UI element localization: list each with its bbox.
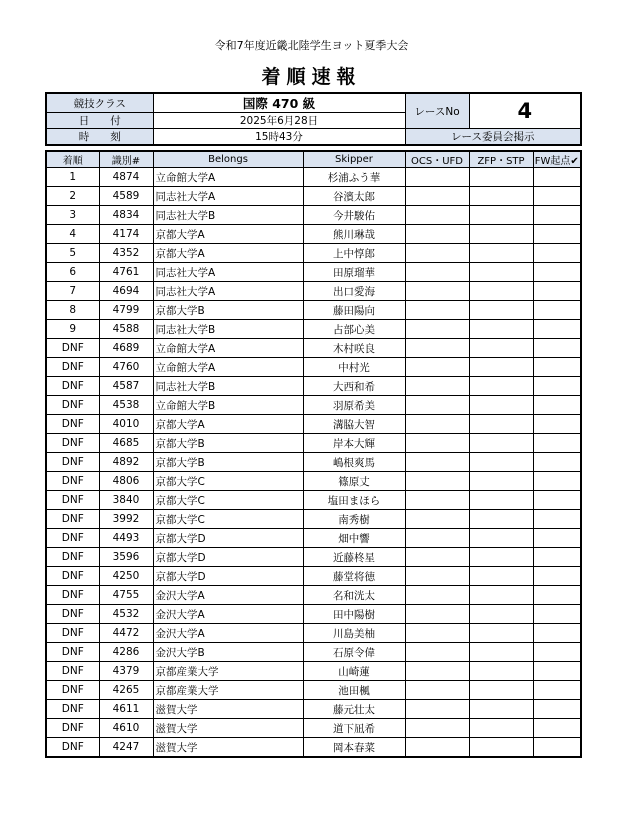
ocs-ufd-cell	[405, 586, 469, 605]
zfp-stp-cell	[469, 206, 533, 225]
belongs-cell: 京都大学C	[153, 491, 303, 510]
fw-cell	[533, 415, 581, 434]
sail-id-cell: 4493	[99, 529, 153, 548]
zfp-stp-cell	[469, 529, 533, 548]
belongs-cell: 同志社大学B	[153, 377, 303, 396]
skipper-cell: 石原令偉	[303, 643, 405, 662]
sail-id-cell: 4379	[99, 662, 153, 681]
rank-cell: DNF	[46, 358, 99, 377]
sail-id-cell: 4761	[99, 263, 153, 282]
ocs-ufd-cell	[405, 700, 469, 719]
skipper-cell: 中村光	[303, 358, 405, 377]
ocs-ufd-cell	[405, 301, 469, 320]
sail-id-cell: 4892	[99, 453, 153, 472]
skipper-cell: 羽原希美	[303, 396, 405, 415]
ocs-ufd-cell	[405, 168, 469, 187]
table-row	[46, 244, 581, 263]
zfp-stp-cell	[469, 377, 533, 396]
skipper-cell: 溝脇大智	[303, 415, 405, 434]
sail-id-cell: 4694	[99, 282, 153, 301]
col-id-header: 識別#	[99, 151, 153, 168]
table-row	[46, 662, 581, 681]
rank-cell: DNF	[46, 396, 99, 415]
results-table	[45, 150, 582, 758]
table-row	[46, 168, 581, 187]
zfp-stp-cell	[469, 472, 533, 491]
ocs-ufd-cell	[405, 206, 469, 225]
skipper-cell: 出口愛海	[303, 282, 405, 301]
zfp-stp-cell	[469, 491, 533, 510]
sail-id-cell: 4587	[99, 377, 153, 396]
fw-cell	[533, 320, 581, 339]
fw-cell	[533, 472, 581, 491]
zfp-stp-cell	[469, 358, 533, 377]
ocs-ufd-cell	[405, 396, 469, 415]
ocs-ufd-cell	[405, 244, 469, 263]
fw-cell	[533, 510, 581, 529]
skipper-cell: 藤田陽向	[303, 301, 405, 320]
belongs-cell: 京都産業大学	[153, 662, 303, 681]
rank-cell: DNF	[46, 662, 99, 681]
rank-cell: DNF	[46, 605, 99, 624]
fw-cell	[533, 529, 581, 548]
zfp-stp-cell	[469, 415, 533, 434]
skipper-cell: 杉浦ふう華	[303, 168, 405, 187]
belongs-cell: 滋賀大学	[153, 719, 303, 738]
fw-cell	[533, 225, 581, 244]
rank-cell: DNF	[46, 719, 99, 738]
belongs-cell: 金沢大学A	[153, 605, 303, 624]
zfp-stp-cell	[469, 301, 533, 320]
ocs-ufd-cell	[405, 605, 469, 624]
rank-cell: DNF	[46, 643, 99, 662]
rank-cell: 2	[46, 187, 99, 206]
ocs-ufd-cell	[405, 187, 469, 206]
rank-cell: 3	[46, 206, 99, 225]
skipper-cell: 篠原丈	[303, 472, 405, 491]
sail-id-cell: 4286	[99, 643, 153, 662]
rank-cell: DNF	[46, 548, 99, 567]
ocs-ufd-cell	[405, 225, 469, 244]
sail-id-cell: 4611	[99, 700, 153, 719]
table-row	[46, 548, 581, 567]
skipper-cell: 大西和希	[303, 377, 405, 396]
belongs-cell: 京都大学C	[153, 472, 303, 491]
zfp-stp-cell	[469, 700, 533, 719]
date-label: 日 付	[46, 113, 153, 129]
sail-id-cell: 4610	[99, 719, 153, 738]
zfp-stp-cell	[469, 567, 533, 586]
fw-cell	[533, 662, 581, 681]
zfp-stp-cell	[469, 548, 533, 567]
table-row	[46, 206, 581, 225]
table-row	[46, 529, 581, 548]
table-row	[46, 586, 581, 605]
zfp-stp-cell	[469, 187, 533, 206]
zfp-stp-cell	[469, 681, 533, 700]
table-row	[46, 681, 581, 700]
skipper-cell: 谷濱太郎	[303, 187, 405, 206]
fw-cell	[533, 206, 581, 225]
fw-cell	[533, 187, 581, 206]
ocs-ufd-cell	[405, 358, 469, 377]
race-info-table	[45, 92, 582, 146]
date-value: 2025年6月28日	[153, 113, 405, 129]
rank-cell: DNF	[46, 624, 99, 643]
table-row	[46, 434, 581, 453]
ocs-ufd-cell	[405, 510, 469, 529]
sail-id-cell: 4352	[99, 244, 153, 263]
fw-cell	[533, 586, 581, 605]
fw-cell	[533, 377, 581, 396]
rank-cell: DNF	[46, 738, 99, 758]
ocs-ufd-cell	[405, 377, 469, 396]
belongs-cell: 京都大学D	[153, 548, 303, 567]
fw-cell	[533, 643, 581, 662]
table-row	[46, 700, 581, 719]
time-label: 時 刻	[46, 129, 153, 146]
sail-id-cell: 4588	[99, 320, 153, 339]
ocs-ufd-cell	[405, 320, 469, 339]
rank-cell: 9	[46, 320, 99, 339]
fw-cell	[533, 624, 581, 643]
fw-cell	[533, 263, 581, 282]
skipper-cell: 岸本大輝	[303, 434, 405, 453]
fw-cell	[533, 605, 581, 624]
belongs-cell: 京都大学B	[153, 453, 303, 472]
sail-id-cell: 4472	[99, 624, 153, 643]
class-value: 国際 470 級	[153, 93, 405, 113]
ocs-ufd-cell	[405, 567, 469, 586]
sail-id-cell: 4532	[99, 605, 153, 624]
ocs-ufd-cell	[405, 681, 469, 700]
rank-cell: DNF	[46, 510, 99, 529]
table-row	[46, 301, 581, 320]
zfp-stp-cell	[469, 263, 533, 282]
belongs-cell: 同志社大学B	[153, 320, 303, 339]
belongs-cell: 京都大学A	[153, 244, 303, 263]
ocs-ufd-cell	[405, 662, 469, 681]
zfp-stp-cell	[469, 643, 533, 662]
rank-cell: DNF	[46, 491, 99, 510]
belongs-cell: 京都大学A	[153, 415, 303, 434]
rank-cell: DNF	[46, 586, 99, 605]
rank-cell: 8	[46, 301, 99, 320]
col-belongs-header: Belongs	[153, 151, 303, 168]
skipper-cell: 岡本春菜	[303, 738, 405, 758]
table-row	[46, 320, 581, 339]
table-row	[46, 396, 581, 415]
rank-cell: DNF	[46, 700, 99, 719]
skipper-cell: 近藤柊星	[303, 548, 405, 567]
skipper-cell: 藤元壮太	[303, 700, 405, 719]
skipper-cell: 嶋根爽馬	[303, 453, 405, 472]
col-ocs-ufd-header: OCS・UFD	[405, 151, 469, 168]
fw-cell	[533, 396, 581, 415]
table-row	[46, 339, 581, 358]
ocs-ufd-cell	[405, 339, 469, 358]
sail-id-cell: 4010	[99, 415, 153, 434]
belongs-cell: 京都大学D	[153, 567, 303, 586]
sail-id-cell: 4760	[99, 358, 153, 377]
zfp-stp-cell	[469, 586, 533, 605]
sail-id-cell: 4874	[99, 168, 153, 187]
class-label: 競技クラス	[46, 93, 153, 113]
sail-id-cell: 3992	[99, 510, 153, 529]
table-row	[46, 377, 581, 396]
page-title: 着順速報	[261, 66, 362, 88]
fw-cell	[533, 719, 581, 738]
sail-id-cell: 4589	[99, 187, 153, 206]
rank-cell: DNF	[46, 567, 99, 586]
results-header-row	[46, 151, 581, 168]
col-fw-header: FW起点✔	[533, 151, 581, 168]
zfp-stp-cell	[469, 605, 533, 624]
rank-cell: 1	[46, 168, 99, 187]
skipper-cell: 南秀樹	[303, 510, 405, 529]
rank-cell: DNF	[46, 339, 99, 358]
ocs-ufd-cell	[405, 719, 469, 738]
ocs-ufd-cell	[405, 434, 469, 453]
table-row	[46, 605, 581, 624]
skipper-cell: 山崎蓮	[303, 662, 405, 681]
ocs-ufd-cell	[405, 415, 469, 434]
ocs-ufd-cell	[405, 624, 469, 643]
zfp-stp-cell	[469, 225, 533, 244]
ocs-ufd-cell	[405, 529, 469, 548]
belongs-cell: 立命館大学A	[153, 339, 303, 358]
fw-cell	[533, 548, 581, 567]
table-row	[46, 472, 581, 491]
ocs-ufd-cell	[405, 643, 469, 662]
rank-cell: 5	[46, 244, 99, 263]
fw-cell	[533, 282, 581, 301]
fw-cell	[533, 567, 581, 586]
skipper-cell: 熊川琳哉	[303, 225, 405, 244]
sail-id-cell: 4265	[99, 681, 153, 700]
table-row	[46, 719, 581, 738]
zfp-stp-cell	[469, 282, 533, 301]
sail-id-cell: 4174	[99, 225, 153, 244]
skipper-cell: 名和洸太	[303, 586, 405, 605]
sail-id-cell: 4689	[99, 339, 153, 358]
zfp-stp-cell	[469, 244, 533, 263]
belongs-cell: 滋賀大学	[153, 700, 303, 719]
belongs-cell: 同志社大学A	[153, 187, 303, 206]
belongs-cell: 京都大学B	[153, 434, 303, 453]
belongs-cell: 金沢大学A	[153, 624, 303, 643]
belongs-cell: 同志社大学A	[153, 263, 303, 282]
sail-id-cell: 3840	[99, 491, 153, 510]
zfp-stp-cell	[469, 339, 533, 358]
notice-label: レース委員会掲示	[405, 129, 581, 146]
race-no-value: 4	[469, 93, 581, 129]
skipper-cell: 塩田まほら	[303, 491, 405, 510]
belongs-cell: 同志社大学B	[153, 206, 303, 225]
col-zfp-stp-header: ZFP・STP	[469, 151, 533, 168]
rank-cell: DNF	[46, 434, 99, 453]
sail-id-cell: 4834	[99, 206, 153, 225]
sail-id-cell: 4250	[99, 567, 153, 586]
skipper-cell: 川島美柚	[303, 624, 405, 643]
table-row	[46, 738, 581, 758]
fw-cell	[533, 358, 581, 377]
belongs-cell: 京都大学C	[153, 510, 303, 529]
table-row	[46, 624, 581, 643]
rank-cell: 7	[46, 282, 99, 301]
fw-cell	[533, 700, 581, 719]
belongs-cell: 立命館大学B	[153, 396, 303, 415]
fw-cell	[533, 301, 581, 320]
table-row	[46, 491, 581, 510]
zfp-stp-cell	[469, 396, 533, 415]
table-row	[46, 358, 581, 377]
sail-id-cell: 4755	[99, 586, 153, 605]
rank-cell: DNF	[46, 377, 99, 396]
rank-cell: DNF	[46, 453, 99, 472]
fw-cell	[533, 434, 581, 453]
belongs-cell: 金沢大学B	[153, 643, 303, 662]
zfp-stp-cell	[469, 738, 533, 758]
sail-id-cell: 4806	[99, 472, 153, 491]
rank-cell: DNF	[46, 681, 99, 700]
belongs-cell: 同志社大学A	[153, 282, 303, 301]
belongs-cell: 立命館大学A	[153, 358, 303, 377]
table-row	[46, 643, 581, 662]
ocs-ufd-cell	[405, 453, 469, 472]
zfp-stp-cell	[469, 168, 533, 187]
skipper-cell: 占部心美	[303, 320, 405, 339]
skipper-cell: 田原瑠華	[303, 263, 405, 282]
table-row	[46, 510, 581, 529]
sail-id-cell: 4247	[99, 738, 153, 758]
fw-cell	[533, 244, 581, 263]
ocs-ufd-cell	[405, 738, 469, 758]
fw-cell	[533, 681, 581, 700]
skipper-cell: 池田楓	[303, 681, 405, 700]
table-row	[46, 225, 581, 244]
fw-cell	[533, 738, 581, 758]
table-row	[46, 282, 581, 301]
table-row	[46, 567, 581, 586]
time-value: 15時43分	[153, 129, 405, 146]
zfp-stp-cell	[469, 662, 533, 681]
skipper-cell: 上中惇郎	[303, 244, 405, 263]
belongs-cell: 金沢大学A	[153, 586, 303, 605]
belongs-cell: 京都大学B	[153, 301, 303, 320]
sail-id-cell: 4685	[99, 434, 153, 453]
zfp-stp-cell	[469, 453, 533, 472]
zfp-stp-cell	[469, 719, 533, 738]
sail-id-cell: 4799	[99, 301, 153, 320]
skipper-cell: 田中陽樹	[303, 605, 405, 624]
col-skipper-header: Skipper	[303, 151, 405, 168]
ocs-ufd-cell	[405, 282, 469, 301]
belongs-cell: 京都大学A	[153, 225, 303, 244]
fw-cell	[533, 491, 581, 510]
ocs-ufd-cell	[405, 491, 469, 510]
event-title: 令和7年度近畿北陸学生ヨット夏季大会	[214, 39, 409, 52]
rank-cell: 6	[46, 263, 99, 282]
race-no-label: レースNo	[405, 93, 469, 129]
fw-cell	[533, 453, 581, 472]
table-row	[46, 187, 581, 206]
table-row	[46, 453, 581, 472]
skipper-cell: 藤堂将徳	[303, 567, 405, 586]
skipper-cell: 畑中響	[303, 529, 405, 548]
zfp-stp-cell	[469, 434, 533, 453]
col-rank-header: 着順	[46, 151, 99, 168]
ocs-ufd-cell	[405, 263, 469, 282]
rank-cell: DNF	[46, 472, 99, 491]
sail-id-cell: 3596	[99, 548, 153, 567]
zfp-stp-cell	[469, 510, 533, 529]
zfp-stp-cell	[469, 320, 533, 339]
fw-cell	[533, 168, 581, 187]
fw-cell	[533, 339, 581, 358]
skipper-cell: 道下凪希	[303, 719, 405, 738]
skipper-cell: 今井駿佑	[303, 206, 405, 225]
zfp-stp-cell	[469, 624, 533, 643]
ocs-ufd-cell	[405, 548, 469, 567]
belongs-cell: 京都産業大学	[153, 681, 303, 700]
belongs-cell: 京都大学D	[153, 529, 303, 548]
table-row	[46, 263, 581, 282]
belongs-cell: 立命館大学A	[153, 168, 303, 187]
sail-id-cell: 4538	[99, 396, 153, 415]
rank-cell: DNF	[46, 415, 99, 434]
ocs-ufd-cell	[405, 472, 469, 491]
skipper-cell: 木村咲良	[303, 339, 405, 358]
rank-cell: DNF	[46, 529, 99, 548]
rank-cell: 4	[46, 225, 99, 244]
table-row	[46, 415, 581, 434]
belongs-cell: 滋賀大学	[153, 738, 303, 758]
